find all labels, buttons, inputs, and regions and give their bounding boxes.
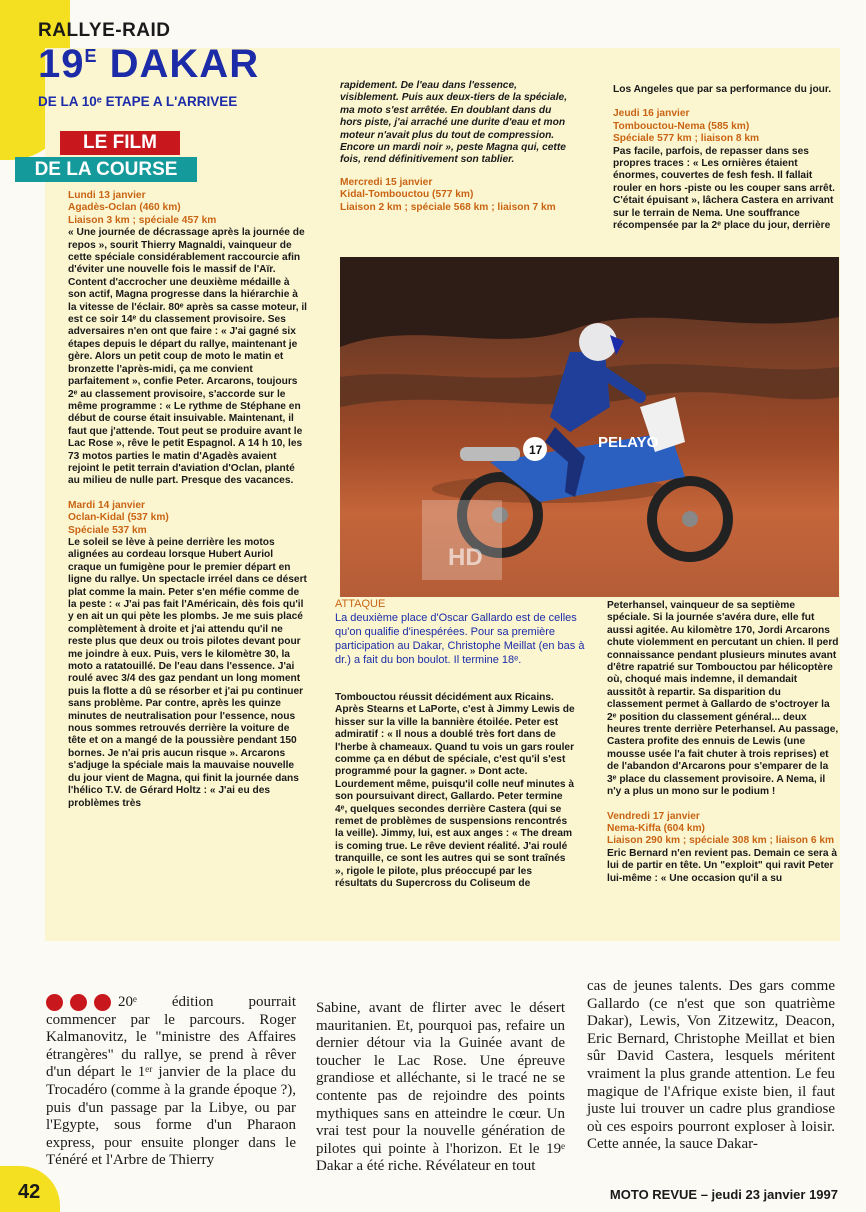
column-3-bottom bbox=[607, 600, 839, 885]
day-route: Oclan-Kidal (537 km) bbox=[68, 512, 169, 524]
day-text: Le soleil se lève à peine derrière les motos alignées au cordeau lorsque Hubert Auriol craque un fumigène pour le premier départ en ligne du rallye. Un spectacle irréel dans ce désert plat comme la main. Peter s'en méfie comme de la peste : « J'ai pas fait l'Américain, dès fois qu'il y en ait un qui pète les plombs. Je me suis placé complètement à droite et j'ai attendu qu'il ne reste plus que deux ou trois pilotes devant pour me joindre à eux. Puis, vers le kilomètre 30, la moto a ratatouillé. De l'eau dans l'essence. J'ai roulé avec 3/4 des gaz pendant un long moment puis la flotte a dû se résorber et j'ai pu continuer sans problème. Par contre, après les quinze minutes de neutralisation pour l'essence, nous nous sommes retrouvés derrière la voiture de tête et on a mangé de la poussière pendant 150 bornes. Je n'ai pris aucun risque ». Arcarons s'adjuge la spéciale mais la mauvaise nouvelle du jour vient de Magna, qui finit la journée dans l'hélico T.V. de Gérard Holtz : « J'ai eu des problèmes très bbox=[68, 536, 307, 809]
day-text: Tombouctou réussit décidément aux Ricains. Après Stearns et LaPorte, c'est à Jimmy Lewis de hisser sur la ville la bannière étoilée. Peter est admiratif : « Il nous a doublé très fort dans de l'herbe à chameaux. Quand tu vois un gars rouler comme ça en début de spéciale, c'est qu'il s'est programmé pour la gagner. » Dont acte. Lourdement même, puisqu'il colle neuf minutes à son poursuivant direct, Gallardo. Peter termine 4ᵉ, quelques secondes derrière Castera (qui se remet de problèmes de suspensions rencontrés la veille). Jimmy, lui, est aux anges : « The dream is coming true. Le rêve devient réalité. J'ai roulé tranquille, ce sont les autres qui se sont traînés », rigole le pilote, plus préoccupé par les résultats du Supercross du Coliseum de bbox=[335, 692, 575, 890]
photo-illustration bbox=[340, 257, 839, 597]
title-word: DAKAR bbox=[109, 42, 260, 86]
section-kicker: RALLYE-RAID bbox=[38, 20, 171, 41]
day-route: Nema-Kiffa (604 km) bbox=[607, 822, 705, 834]
day-liaison: Liaison 3 km ; spéciale 457 km bbox=[68, 214, 217, 226]
rally-motorbike-photo bbox=[340, 257, 839, 597]
day-date: Lundi 13 janvier bbox=[68, 190, 146, 201]
day-date: Mardi 14 janvier bbox=[68, 499, 146, 511]
column-2-top bbox=[340, 80, 576, 214]
day-text: Pas facile, parfois, de repasser dans ses propres traces : « Les ornières étaient énormes, couvertes de fesh fesh. Il fallait rouler en hors -piste ou les couper sans arrêt. C'était épuisant », lâchera Castera en arrivant sur le terrain de Nema. Une souffrance récompensée par la 2ᵉ place du jour, derrière bbox=[613, 145, 835, 232]
editorial-column-1 bbox=[46, 994, 296, 1170]
day-text: Peterhansel, vainqueur de sa septième spéciale. Si la journée s'avéra dure, elle fut aussi agitée. Au kilomètre 170, Jordi Arcarons chute violemment en percutant un chien. Il perd connaissance pendant plusieurs minutes avant d'être rapatrié sur Tombouctou par hélicoptère où, choqué mais indemne, il demandait aussitôt à repartir. Sa disparition du classement permet à Gallardo de s'octroyer la 2ᵉ position du classement général... deux heures trente derrière Peterhansel. Au passage, Castera profite des ennuis de Lewis (une mousse usée l'a fait chuter à trois reprises) et de l'abandon d'Arcarons pour s'emparer de la 3ᵉ place du classement provisoire. A Nema, il n'y a plus un mono sur le podium ! bbox=[607, 600, 839, 798]
film-badge-line1: LE FILM bbox=[60, 131, 180, 155]
page-subtitle: DE LA 10ᵉ ETAPE A L'ARRIVEE bbox=[38, 94, 238, 109]
day-date: Jeudi 16 janvier bbox=[613, 108, 690, 120]
caption-text: La deuxième place d'Oscar Gallardo est de celles qu'on qualifie d'inespérées. Pour sa première participation au Dakar, Christophe Meillat (en bas à dr.) a fait du bon boulot. Il termine 18ᵉ. bbox=[335, 612, 585, 666]
editorial-column-3 bbox=[587, 978, 835, 1154]
day-text: Eric Bernard n'en revient pas. Demain ce sera à lui de partir en tête. Un "exploit" qui ravit Peter lui-même : « Une occasion qu'il a su bbox=[607, 847, 838, 884]
day-text: Los Angeles que par sa performance du jour. bbox=[613, 84, 832, 95]
bike-number: 17 bbox=[529, 443, 543, 457]
editorial-text: Sabine, avant de flirter avec le désert mauritanien. Et, pourquoi pas, refaire un dernier détour via la Guinée avant de toucher le Lac Rose. Une épreuve grandiose et alléchante, si le tracé ne se contente pas de rejoindre des points mythiques sans en atteindre le cœur. Un vrai test pour la nouvelle génération de pilotes qui pointe à l'horizon. Et le 19ᵉ Dakar a été riche. Révélateur en tout bbox=[316, 1000, 565, 1175]
day-liaison: Liaison 290 km ; spéciale 308 km ; liaison 6 km bbox=[607, 835, 835, 847]
day-text: rapidement. De l'eau dans l'essence, visiblement. Puis aux deux-tiers de la spéciale, ma moto s'est arrêtée. En doublant dans du hors piste, j'ai arraché une durite d'eau et mon moteur n'avait plus du tout de compression. Encore un mardi noir », peste Magna qui, cette fois, rend définitivement son tablier. bbox=[340, 80, 568, 166]
page-number: 42 bbox=[18, 1181, 41, 1203]
day-liaison: Spéciale 537 km bbox=[68, 524, 147, 536]
magazine-footer: MOTO REVUE – jeudi 23 janvier 1997 bbox=[609, 1187, 838, 1202]
day-text: « Une journée de décrassage après la journée de repos », sourit Thierry Magnaldi, vainqueur de cette spéciale considérablement raccourcie afin d'éviter une nouvelle fois le massif de l'Aïr. Content d'accrocher une deuxième médaille à son actif, Magna progresse dans la hiérarchie à la vitesse de l'éclair. 80ᵉ après sa casse moteur, il est ce soir 14ᵉ du classement provisoire. Ses adversaires n'en ont que faire : « J'ai gagné six étapes depuis le départ du rallye, maintenant je gère. Alors un petit coup de moto le matin et bronzette l'après-midi, ça me convient parfaitement », confie Peter. Arcarons, toujours 2ᵉ au classement provisoire, s'accorde sur le même programme : « Le rythme de Stéphane en début de course était insuivable. Maintenant, il faut que j'attende. Tout peut se produire avant le Lac Rose », rêve le petit Espagnol. A 14 h 10, les 73 motos parties le matin d'Agadès avaient rejoint le petit terrain d'aviation d'Oclan, planté au milieu de nulle part. Presque des vacances. bbox=[68, 227, 308, 487]
bullet-dots bbox=[46, 994, 118, 1012]
day-route: Agadès-Oclan (460 km) bbox=[68, 202, 181, 214]
photo-caption bbox=[335, 597, 585, 667]
day-route: Tombouctou-Nema (585 km) bbox=[613, 120, 750, 132]
day-liaison: Spéciale 577 km ; liaison 8 km bbox=[613, 133, 760, 145]
title-superscript: E bbox=[84, 46, 98, 66]
page-title bbox=[38, 42, 259, 87]
editorial-column-2 bbox=[316, 1000, 565, 1176]
editorial-text: 20ᵉ édition pourrait commencer par le parcours. Roger Kalmanovitz, le "ministre des Affaires étrangères" du rallye, se prend à rêver d'un départ le 1ᵉʳ janvier de la place du Trocadéro (comme à la grande époque ?), puis d'un passage par la Libye, ou par l'Egypte, sous forme d'un Pharaon express, pour ensuite plonger dans le Ténéré et l'Arbre de Thierry bbox=[46, 994, 296, 1169]
film-badge-line2: DE LA COURSE bbox=[15, 157, 197, 182]
sponsor-logo: PELAYO bbox=[598, 434, 659, 451]
editorial-text: cas de jeunes talents. Des gars comme Gallardo (ce n'est que son quatrième Dakar), Lewis, Von Zitzewitz, Deacon, Eric Bernard, Christophe Meillat et bien sûr David Castera, lesquels méritent vraiment la plus grande attention. Le feu magique de l'Afrique existe bien, il faut juste lui trouver un cadre plus grandiose où ces espoirs pourront exploser à loisir. Cette année, la sauce Dakar- bbox=[587, 978, 835, 1153]
column-3-top bbox=[613, 84, 841, 232]
column-2-bottom bbox=[335, 692, 575, 891]
title-number: 19 bbox=[38, 42, 85, 86]
day-date: Vendredi 17 janvier bbox=[607, 810, 700, 822]
watermark: HD bbox=[448, 544, 483, 571]
day-date: Mercredi 15 janvier bbox=[340, 176, 433, 188]
caption-title: ATTAQUE bbox=[335, 598, 386, 610]
column-1 bbox=[68, 190, 308, 810]
day-liaison: Liaison 2 km ; spéciale 568 km ; liaison 7 km bbox=[340, 201, 556, 213]
day-route: Kidal-Tombouctou (577 km) bbox=[340, 189, 474, 201]
